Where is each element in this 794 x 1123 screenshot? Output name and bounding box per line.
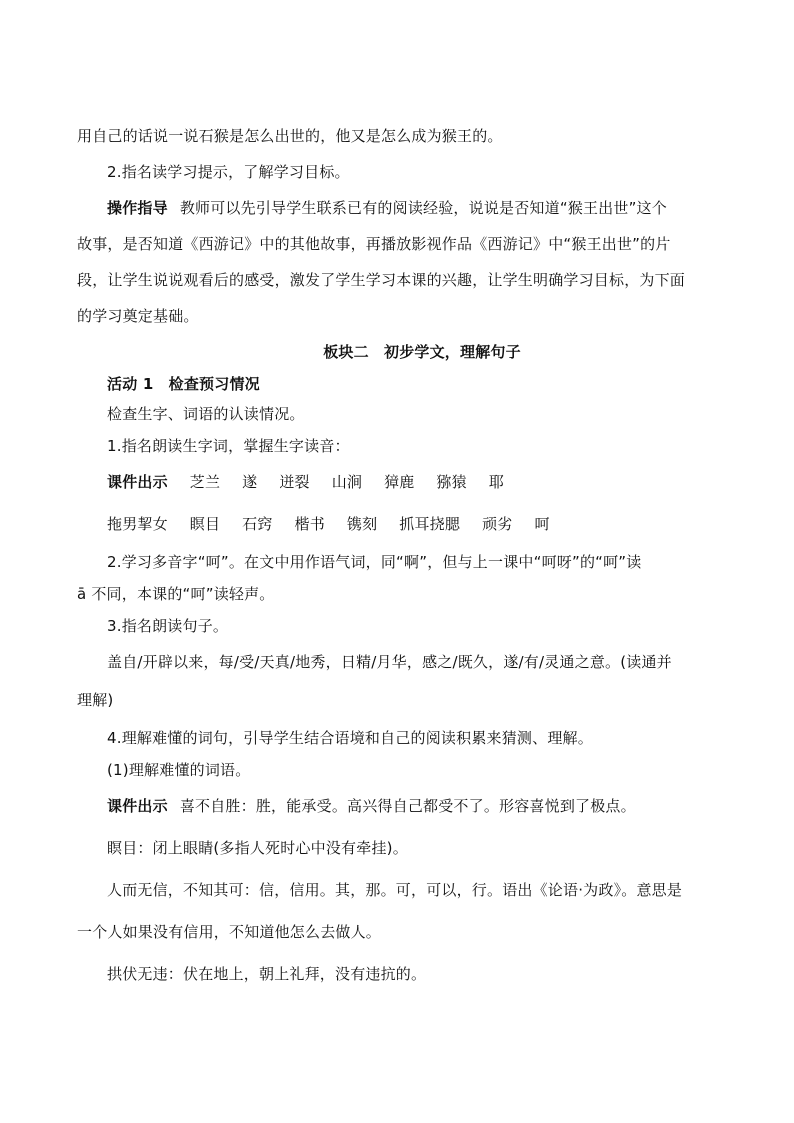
vocab-word: 楷书: [294, 515, 325, 533]
vocab-word: 呵: [534, 515, 550, 533]
guide-paragraph-line-4: 的学习奠定基础。: [77, 307, 199, 325]
gloss-4: 拱伏无违：伏在地上，朝上礼拜，没有违抗的。: [107, 965, 427, 983]
vocab-word: 耶: [488, 473, 505, 491]
step-2-instruction: 2.指名读学习提示，了解学习目标。: [107, 163, 350, 181]
guide-text-1: 教师可以先引导学生联系已有的阅读经验，说说是否知道“猴王出世”这个: [179, 199, 667, 217]
vocab-word: 芝兰: [189, 473, 221, 491]
check-line: 检查生字、词语的认读情况。: [107, 405, 305, 423]
sub-step-1: (1)理解难懂的词语。: [107, 761, 251, 779]
courseware-label: 课件出示: [107, 473, 168, 491]
guide-paragraph-line-1: [107, 198, 667, 218]
vocab-word: 石窍: [242, 515, 273, 533]
vocab-row-1: [107, 472, 521, 492]
gloss-2: 瞑目：闭上眼睛(多指人死时心中没有牵挂)。: [107, 839, 408, 857]
guide-paragraph-line-2: 故事，是否知道《西游记》中的其他故事，再播放影视作品《西游记》中“猴王出世”的片: [77, 235, 671, 253]
step-4-instruction: 4.理解难懂的词句，引导学生结合语境和自己的阅读积累来猜测、理解。: [107, 729, 593, 747]
vocab-word: 猕猿: [436, 473, 467, 491]
courseware-label-2: 课件出示: [107, 797, 168, 815]
vocab-word: 山涧: [331, 473, 363, 491]
vocab-word: 獐鹿: [384, 473, 415, 491]
step-3-instruction: 3.指名朗读句子。: [107, 617, 229, 635]
guide-paragraph-line-3: 段，让学生说说观看后的感受，激发了学生学习本课的兴趣，让学生明确学习目标，为下面: [77, 271, 686, 289]
step-2-polyphone-line-2: ā 不同，本课的“呵”读轻声。: [77, 585, 275, 603]
guide-label: 操作指导: [107, 199, 168, 217]
block-title: 板块二 初步学文，理解句子: [323, 343, 521, 361]
vocab-word: 遂: [242, 473, 258, 491]
vocab-word: 镌刻: [346, 515, 378, 533]
gloss-1: [107, 796, 636, 816]
gloss-3-line-1: 人而无信，不知其可：信，信用。其，那。可，可以，行。语出《论语·为政》。意思是: [107, 881, 683, 899]
step-1-instruction: 1.指名朗读生字词，掌握生字读音：: [107, 437, 350, 455]
gloss-3-line-2: 一个人如果没有信用，不知道他怎么去做人。: [77, 923, 382, 941]
gloss-1-text: 喜不自胜：胜，能承受。高兴得自己都受不了。形容喜悦到了极点。: [179, 797, 636, 815]
intro-line: 用自己的话说一说石猴是怎么出世的，他又是怎么成为猴王的。: [77, 127, 503, 145]
step-2-polyphone-line-1: 2.学习多音字“呵”。在文中用作语气词，同“啊”，但与上一课中“呵呀”的“呵”读: [107, 553, 642, 571]
vocab-word: 抓耳挠腮: [399, 515, 461, 533]
activity-label: 活动 1 检查预习情况: [107, 375, 260, 393]
vocab-word: 迸裂: [279, 473, 310, 491]
sentence-line-1: 盖自/开辟以来，每/受/天真/地秀，日精/月华，感之/既久，遂/有/灵通之意。(读通并: [107, 653, 672, 671]
vocab-word: 顽劣: [482, 515, 513, 533]
vocab-word: 拖男挈女: [107, 515, 168, 533]
vocab-row-2: [107, 514, 567, 534]
sentence-line-2: 理解): [77, 691, 114, 709]
vocab-word: 瞑目: [189, 515, 221, 533]
